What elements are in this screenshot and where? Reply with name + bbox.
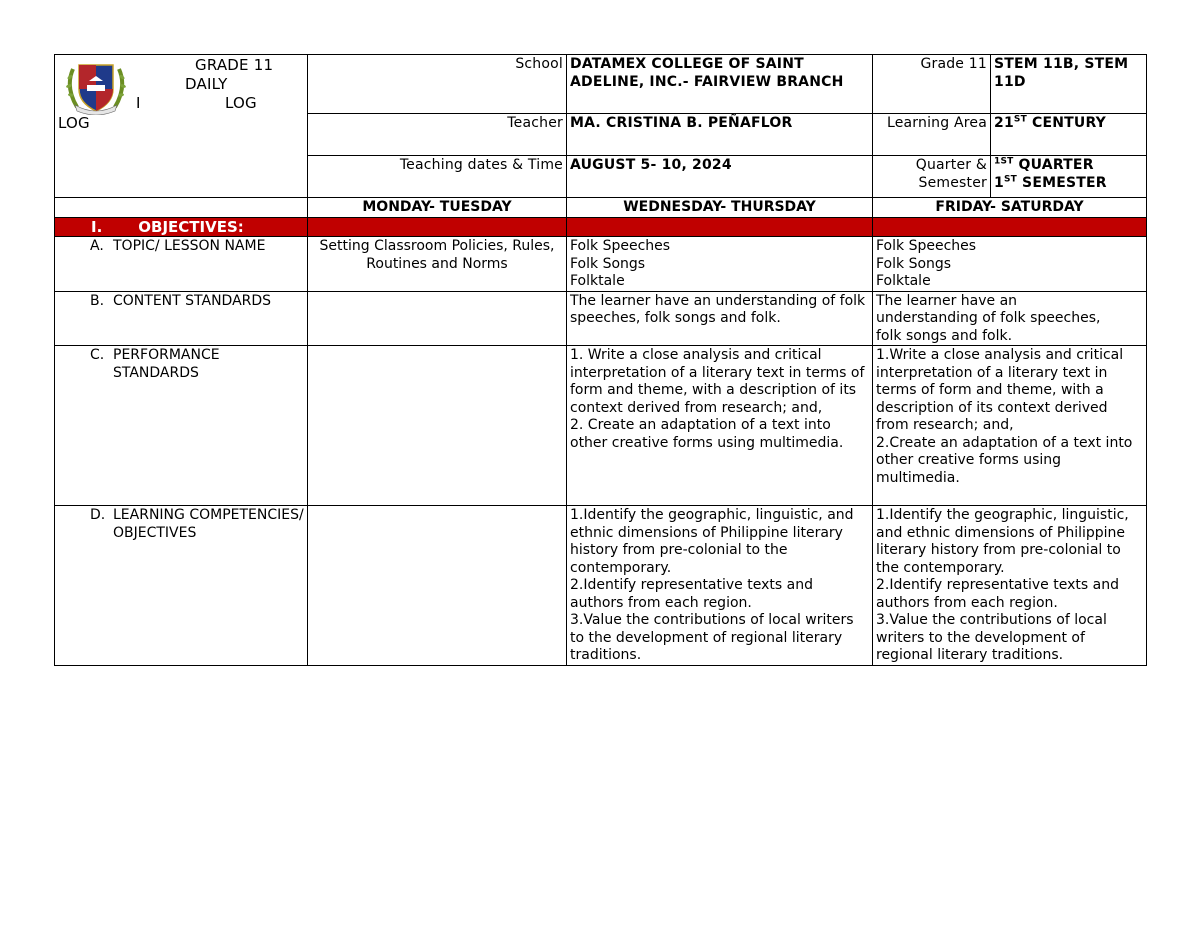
- title-bar: I: [136, 94, 141, 112]
- section-number: I.: [91, 217, 103, 236]
- cell-mon-tue: [308, 291, 567, 346]
- school-value: DATAMEX COLLEGE OF SAINT ADELINE, INC.- FAIRVIEW BRANCH: [567, 55, 873, 114]
- cell-fri-sat: 1.Write a close analysis and critical interpretation of a literary text in terms of form and theme, with a description of its context derived from research; and, 2.Create an adaptation of a text into other creative forms using multimedia.: [873, 346, 1147, 506]
- row-label-topic: [55, 237, 308, 292]
- cell-mon-tue: Setting Classroom Policies, Rules, Routines and Norms: [308, 237, 567, 292]
- section-band-cell: [873, 217, 1147, 237]
- title-lesson: LOG: [225, 94, 257, 112]
- learning-area-rest: CENTURY: [1026, 115, 1107, 131]
- cell-wed-thu: 1.Identify the geographic, linguistic, and ethnic dimensions of Philippine literary history from pre-colonial to the contemporary. 2.Identify representative texts and authors from each region. 3.Value the contributions of local writers to the development of regional literary traditions.: [567, 506, 873, 666]
- learning-area-label: Learning Area: [873, 114, 991, 156]
- cell-wed-thu: The learner have an understanding of folk speeches, folk songs and folk.: [567, 291, 873, 346]
- section-band-cell: [308, 217, 567, 237]
- table-row: [55, 506, 1147, 666]
- row-label-text: PERFORMANCE STANDARDS: [113, 347, 220, 381]
- day-header-wed-thu: WEDNESDAY- THURSDAY: [567, 198, 873, 218]
- section-band-cell: [567, 217, 873, 237]
- semester-num: 1: [994, 174, 1004, 191]
- quarter-rest: QUARTER: [1013, 157, 1094, 173]
- teacher-label: Teacher: [308, 114, 567, 156]
- table-row: [55, 237, 1147, 292]
- learning-area-num: 21: [994, 115, 1014, 131]
- day-header-blank: [55, 198, 308, 218]
- grade-value: STEM 11B, STEM 11D: [991, 55, 1147, 114]
- cell-wed-thu: Folk Speeches Folk Songs Folktale: [567, 237, 873, 292]
- row-label-performance: [55, 346, 308, 506]
- row-label-content: [55, 291, 308, 346]
- cell-wed-thu: 1. Write a close analysis and critical interpretation of a literary text in terms of form and theme, with a description of its context derived from research; and, 2. Create an adaptation of a text into other creative forms using multimedia.: [567, 346, 873, 506]
- table-row: [55, 291, 1147, 346]
- row-letter: C.: [90, 347, 105, 363]
- grade-label: Grade 11: [873, 55, 991, 114]
- title-log: LOG: [58, 114, 90, 132]
- semester-rest: SEMESTER: [1016, 174, 1107, 191]
- dates-value: AUGUST 5- 10, 2024: [567, 156, 873, 198]
- row-label-text: CONTENT STANDARDS: [113, 292, 272, 309]
- title-daily: DAILY: [185, 75, 228, 93]
- row-label-text: LEARNING COMPETENCIES/ OBJECTIVES: [113, 507, 304, 541]
- cell-mon-tue: [308, 346, 567, 506]
- row-label-text: TOPIC/ LESSON NAME: [113, 238, 266, 254]
- learning-area-value: [991, 114, 1147, 156]
- section-title: OBJECTIVES:: [138, 217, 244, 236]
- title-grade: GRADE 11: [195, 56, 274, 74]
- day-header-fri-sat: FRIDAY- SATURDAY: [873, 198, 1147, 218]
- section-title-cell: [55, 217, 308, 237]
- school-seal-logo: [63, 59, 129, 115]
- semester-sup: ST: [1003, 173, 1017, 184]
- title-cell: [55, 55, 308, 198]
- quarter-sup: 1ST: [994, 156, 1014, 167]
- daily-lesson-log-table: [54, 54, 1147, 666]
- learning-area-sup: ST: [1013, 114, 1027, 125]
- day-header-mon-tue: MONDAY- TUESDAY: [308, 198, 567, 218]
- quarter-label: Quarter & Semester: [873, 156, 991, 198]
- cell-fri-sat: Folk Speeches Folk Songs Folktale: [873, 237, 1147, 292]
- row-letter: B.: [90, 292, 105, 309]
- table-row: [55, 346, 1147, 506]
- quarter-value: [991, 156, 1147, 198]
- row-letter: D.: [90, 507, 106, 523]
- row-letter: A.: [90, 238, 104, 254]
- objectives-section-band: [55, 217, 1147, 237]
- teacher-value: MA. CRISTINA B. PEÑAFLOR: [567, 114, 873, 156]
- school-label: School: [308, 55, 567, 114]
- cell-mon-tue: [308, 506, 567, 666]
- cell-fri-sat: The learner have an understanding of folk speeches, folk songs and folk.: [873, 291, 1147, 346]
- dates-label: Teaching dates & Time: [308, 156, 567, 198]
- cell-fri-sat: 1.Identify the geographic, linguistic, and ethnic dimensions of Philippine literary history from pre-colonial to the contemporary. 2.Identify representative texts and authors from each region. 3.Value the contributions of local writers to the development of regional literary traditions.: [873, 506, 1147, 666]
- row-label-competencies: [55, 506, 308, 666]
